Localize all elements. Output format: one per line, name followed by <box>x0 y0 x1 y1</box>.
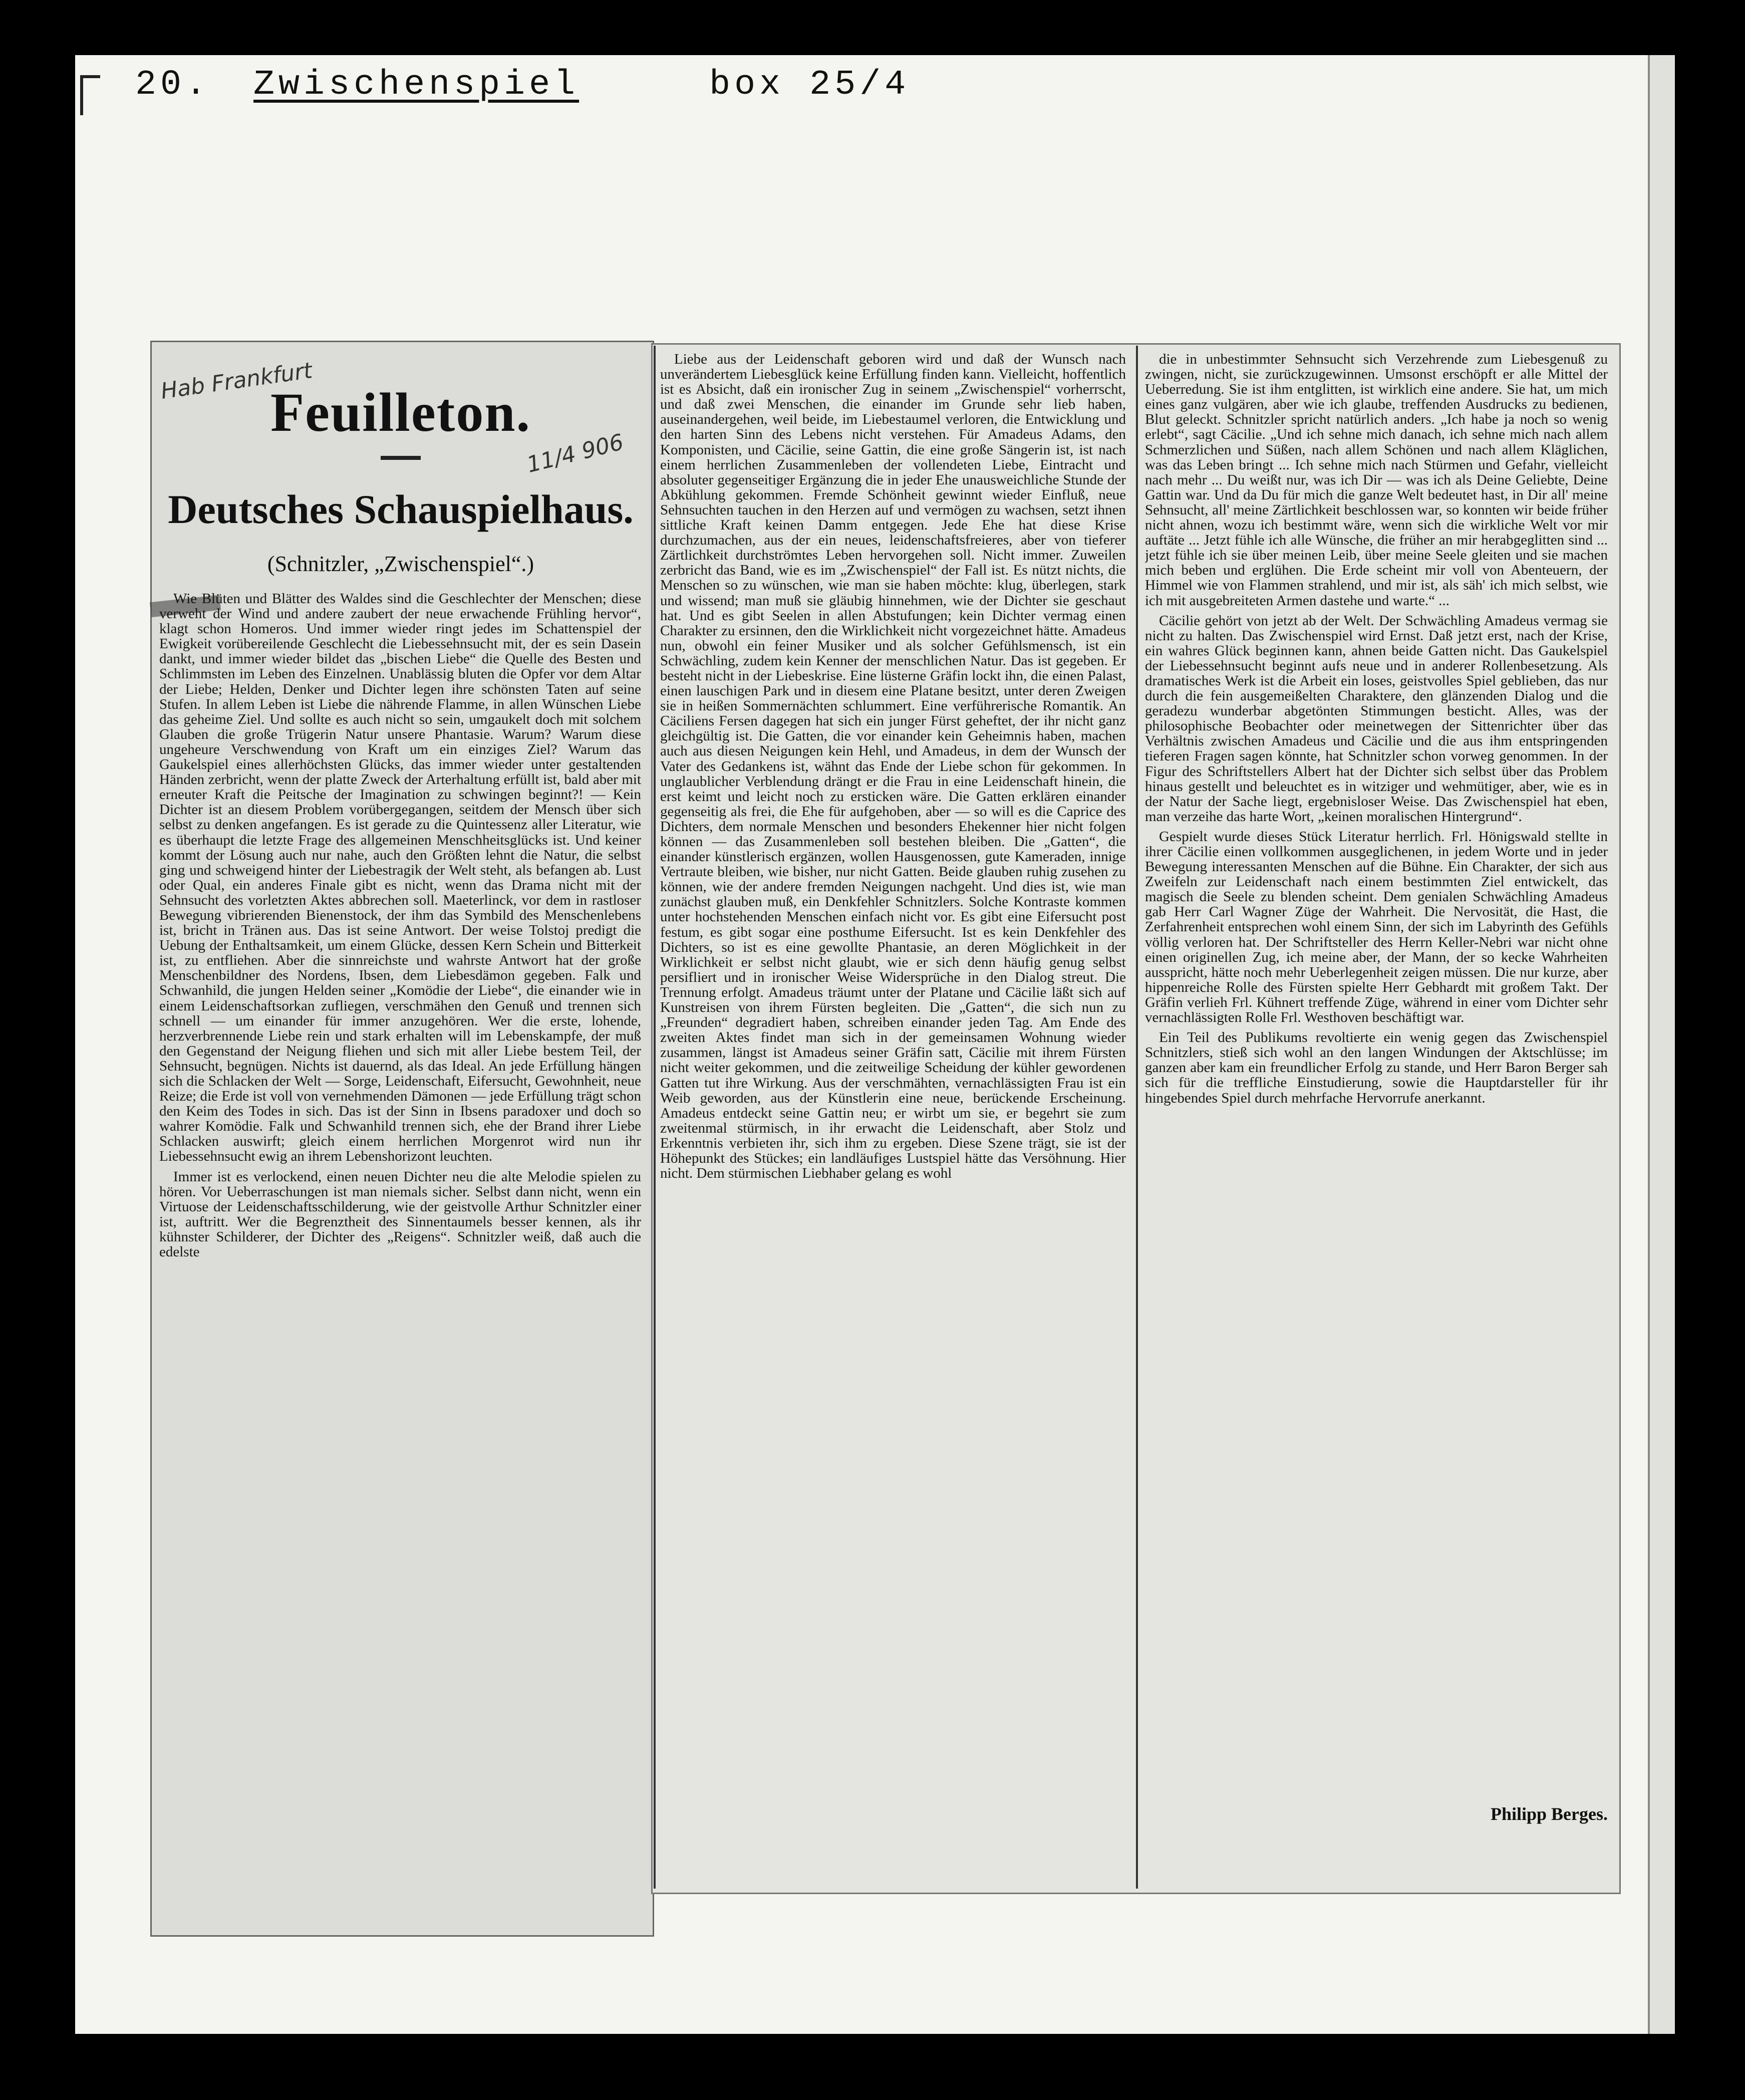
handwritten-date: 11/4 906 <box>524 429 627 478</box>
folder-number: 20. <box>135 65 211 105</box>
paragraph: Immer ist es verlockend, einen neuen Dichter neu die alte Melodie spielen zu hören. Vor Ueberraschungen ist man niemals sicher. Selbst dann nicht, wenn ein Virtuose der Leidenschaftsschilderung, wie der geistvolle Arthur Schnitzler einer ist, auftritt. Wer die Begrenztheit des Sinnentaumels besser kennen, als ihr kühnster Schilderer, der Dichter des „Reigens“. Schnitzler weiß, daß auch die edelste <box>159 1168 641 1260</box>
column-divider <box>654 346 656 1889</box>
paragraph: Ein Teil des Publikums revoltierte ein wenig gegen das Zwischenspiel Schnitzlers, stieß sich wohl an den langen Windungen der Aktschlüsse; im ganzen aber kam ein freundlicher Erfolg zu stande, und Herr Baron Berger sah sich für die treffliche Einstudierung, sowie die Hauptdarsteller für ihr hingebendes Spiel durch mehrfache Hervorrufe anerkannt. <box>1145 1029 1608 1106</box>
article-column-1 <box>159 591 641 1894</box>
column-divider <box>1136 346 1138 1889</box>
paragraph: Gespielt wurde dieses Stück Literatur herrlich. Frl. Hönigswald stellte in ihrer Cäcilie einen vollkommen ausgeglichenen, in jedem Worte und in jeder Bewegung interessanten Menschen auf die Bühne. Ein Charakter, der sich aus Zweifeln zur Leidenschaft nach einem bestimmten Ziel entwickelt, das magisch die Seele zu blenden scheint. Dem genialen Schwächling Amadeus gab Herr Carl Wagner Züge der Wahrheit. Die Nervosität, die Hast, die Zerfahrenheit entsprechen wohl einem Sinn, der sich im Labyrinth des Gefühls völlig verloren hat. Der Schriftsteller des Herrn Keller-Nebri war nicht ohne einen originellen Zug, ich meine aber, der Mann, der so kecke Wahrheiten ausspricht, hätte noch mehr Ueberlegenheit zeigen müssen. Die nur kurze, aber hippenreiche Rolle des Fürsten spielte Herr Gebhardt mit großem Takt. Der Gräfin verlieh Frl. Kühnert treffende Züge, während in einer vom Dichter sehr vernachlässigten Rolle Frl. Westhoven beschäftigt war. <box>1145 828 1608 1026</box>
paragraph: Wie Blüten und Blätter des Waldes sind die Geschlechter der Menschen; diese verweht der Wind und andere zaubert der neue erwachende Frühling hervor“, klagt schon Homeros. Und immer wieder ringt jedes im Schattenspiel der Ewigkeit vorübereilende Geschlecht die Liebessehnsucht mit, der es sein Dasein dankt, und immer wieder bildet das „bischen Liebe“ die Quelle des Besten und Schlimmsten im Leben des Einzelnen. Unablässig bluten die Opfer vor dem Altar der Liebe; Helden, Denker und Dichter legen ihre schönsten Taten auf seine Stufen. In allem Leben ist Liebe die nährende Flamme, in allen Wünschen Liebe das geheime Ziel. Und sollte es auch nicht so sein, umgaukelt doch mit solchem Glauben die große Trügerin Natur unsere Phantasie. Warum? Warum diese ungeheure Verschwendung von Kraft um ein einziges Ziel? Warum das Gaukelspiel eines allerhöchsten Glücks, das immer wieder unter gestaltenden Händen zerbricht, wenn der platte Zweck der Arterhaltung erfüllt ist, bald aber mit erneuter Kraft die Peitsche der Imagination zu schwingen beginnt?! — Kein Dichter ist an diesem Problem vorübergegangen, seitdem der Mensch über sich selbst zu denken angefangen. Es ist gerade zu die Quintessenz aller Literatur, wie es überhaupt die letzte Frage des allgemeinen Menschheitsglücks ist. Und keiner kommt der Lösung auch nur nahe, auch den Größten lehnt die Natur, die selbst ging und schweigend hinter der Liebestragik der Welt steht, als befangen ab. Lust oder Qual, ein anderes Finale gibt es nicht, wenn das Drama nicht mit der Sehnsucht des vorletzten Aktes abbrechen soll. Maeterlinck, vor dem in rastloser Bewegung vibrierenden Bienenstock, der ihm das Symbild des Menschenlebens ist, bricht in Tränen aus. Das ist seine Antwort. Der weise Tolstoj predigt die Uebung der Enthaltsamkeit, um einem Glücke, dessen Kern Schein und Bitterkeit ist, zu entfliehen. Aber die sinnreichste und wahrste Antwort hat der große Menschenbildner des Nordens, Ibsen, dem Liebesdämon gegeben. Falk und Schwanhild, die jungen Helden seiner „Komödie der Liebe“, die einander wie in einem Leidenschaftsorkan zufliegen, verschmähen den Genuß und trennen sich schnell — um einander für immer anzugehören. Wer die erste, lohende, herzverbrennende Liebe rein und stark erhalten will im Lebenskampfe, der muß den Gegenstand der Neigung fliehen und sich mit aller Liebe bestem Teil, der Sehnsucht, begnügen. Nichts ist dauernd, als das Ideal. An jede Erfüllung hängen sich die Schlacken der Welt — Sorge, Leidenschaft, Eifersucht, Gewohnheit, neue Reize; die Erde ist voll von vernehmenden Dämonen — jede Erfüllung trägt schon den Keim des Todes in sich. Das ist der Sinn in Ibsens paradoxer und doch so wahrer Komödie. Falk und Schwanhild trennen sich, ehe der Brand ihrer Liebe Schlacken auswirft; gleich einem herrlichen Morgenrot wird nun ihr Liebessehnsucht ewig an ihrem Lebenshorizont leuchten. <box>159 591 641 1165</box>
section-subheading: (Schnitzler, „Zwischenspiel“.) <box>267 552 534 576</box>
masthead: Feuilleton. <box>270 382 531 443</box>
box-label: box 25/4 <box>709 65 910 105</box>
author-signature: Philipp Berges. <box>1490 1804 1608 1824</box>
corner-mark <box>80 75 83 115</box>
corner-mark-top <box>80 75 100 78</box>
article-column-2 <box>660 352 1126 1885</box>
article-column-3 <box>1145 352 1608 1824</box>
sheet-edge <box>1648 55 1675 2034</box>
archive-header <box>135 65 910 105</box>
masthead-rule <box>381 456 421 460</box>
paragraph: Liebe aus der Leidenschaft geboren wird und daß der Wunsch nach unverändertem Liebesglück keine Erfüllung finden kann. Vielleicht, hoffentlich ist es Absicht, daß ein ironischer Zug in seinem „Zwischenspiel“ vorherrscht, und daß zwei Menschen, die einander im Grunde sehr lieb haben, auseinandergehen, weil beide, im Liebestaumel verloren, die Entwicklung und den harten Sinn des Lebens nicht verstehen. Für Amadeus Adams, den Komponisten, und Cäcilie, seine Gattin, die eine große Sängerin ist, ist nach einem herrlichen Zusammenleben der vollendeten Liebe, Eintracht und absoluter gegenseitiger Ergänzung die in jeder Ehe unausweichliche Stunde der Abkühlung gekommen. Fremde Schönheit gewinnt wieder Einfluß, neue Sehnsuchten tauchen in den Herzen auf und vermögen zu wachsen, setzt ihnen sittliche Kraft keinen Damm entgegen. Jede Ehe hat diese Krise durchzumachen, aus der ein neues, leidenschaftsfreieres, aber von tieferer Zärtlichkeit durchströmtes Leben hervorgehen soll. Nicht immer. Zuweilen zerbricht das Band, wie es im „Zwischenspiel“ der Fall ist. Es nützt nichts, die Menschen so zu wünschen, wie man sie haben möchte: klug, überlegen, stark und wissend; man muß sie gläubig hinnehmen, wie der Dichter sie geschaut hat. Und es gibt Seelen in allen Abstufungen; kein Dichter vermag einen Charakter zu ersinnen, den die Wirklichkeit nicht vorgezeichnet hätte. Amadeus nun, obwohl ein feiner Musiker und als solcher Gefühlsmensch, ist ein Schwächling, zudem kein Kenner der menschlichen Natur. Das ist gegeben. Er besteht nicht in der Liebeskrise. Eine lüsterne Gräfin lockt ihn, die einen Palast, einen lauschigen Park und in diesem eine Platane besitzt, unter deren Zweigen sie in heißen Sommernächten schlummert. Eine verführerische Romantik. An Cäciliens Fersen dagegen hat sich ein junger Fürst geheftet, der ihr nicht ganz gleichgültig ist. Die Gatten, die vor einander kein Geheimnis haben, machen auch aus diesen Neigungen kein Hehl, und Amadeus, in dem der Wunsch der Vater des Gedankens ist, wähnt das Ende der Liebe schon für gekommen. In unglaublicher Verblendung drängt er die Frau in eine Leidenschaft hinein, die erst keimt und leicht noch zu ersticken wäre. Die Gatten erklären einander gegenseitig als frei, die Ehe für aufgehoben, aber — so will es die Caprice des Dichters, dem normale Menschen und besonders Ehekenner hier nicht folgen können — das Zusammenleben soll bestehen bleiben. Die „Gatten“, die einander künstlerisch ergänzen, wollen Hausgenossen, gute Kameraden, innige Vertraute bleiben, wie bisher, nur nicht Gatten. Beide glauben ruhig zusehen zu können, wie der andere fremden Neigungen nachgeht. Und dies ist, wie man zunächst glauben muß, ein Denkfehler Schnitzlers. Solche Kontraste kommen unter hochstehenden Menschen einfach nicht vor. Es gibt eine Eifersucht post festum, es gibt sogar eine posthume Eifersucht. Ist es kein Denkfehler des Dichters, so ist es eine gewollte Phantasie, an deren Möglichkeit in der Wirklichkeit er selbst nicht glaubt, wie er sich denn häufig genug selbst persifliert und in ironischer Weise Widersprüche in den Dialog streut. Die Trennung erfolgt. Amadeus träumt unter der Platane und Cäcilie läßt sich auf Kunstreisen von ihrem Fürsten begleiten. Die „Gatten“, die sich nun zu „Freunden“ degradiert haben, schreiben einander jeden Tag. Am Ende des zweiten Aktes findet man sich in der gemeinsamen Wohnung wieder zusammen, längst ist Amadeus seiner Gräfin satt, Cäcilie mit ihrem Fürsten nicht weiter gekommen, und die zeitweilige Scheidung der kühler gewordenen Gatten tut ihre Wirkung. Aus der verschmähten, vernachlässigten Frau ist ein Weib geworden, aus der Künstlerin eine neue, berückende Erscheinung. Amadeus entdeckt seine Gattin neu; er wirbt um sie, er begehrt sie zum zweitenmal stürmisch, in ihr erwacht die Leidenschaft, aber Stolz und Erkenntnis verbieten ihr, sich ihm zu ergeben. Diese Szene trägt, sie ist der Höhepunkt des Stückes; ein landläufiges Lustspiel hätte das Versöhnung. Hier nicht. Dem stürmischen Liebhaber gelang es wohl <box>660 352 1126 1182</box>
handwritten-note: Hab Frankfurt <box>159 358 314 404</box>
folder-title: Zwischenspiel <box>253 65 579 105</box>
paragraph: Cäcilie gehört von jetzt ab der Welt. Der Schwächling Amadeus vermag sie nicht zu halten. Das Zwischenspiel wird Ernst. Daß jetzt erst, nach der Krise, ein wahres Glück beginnen kann, ahnen beide Gatten nicht. Das Gaukelspiel der Liebessehnsucht beginnt aufs neue und in anderer Rollenbesetzung. Als dramatisches Werk ist die Arbeit ein loses, geistvolles Spiel geblieben, das nur durch die fein ausgemeißelten Charaktere, den glänzenden Dialog und die geradezu wunderbar abgetönten Stimmungen besticht. Alles, was der philosophische Beobachter oder meinetwegen der Sittenrichter über das Verhältnis zwischen Amadeus und Cäcilie und die aus ihm entspringenden tieferen Fragen sagen könnte, hat Schnitzler schon vorweg genommen. In der Figur des Schriftstellers Albert hat der Dichter sich selbst über das Problem hinaus gestellt und beleuchtet es in witziger und wehmütiger, aber, wie es in der Natur der Sache liegt, ergebnisloser Weise. Das Zwischenspiel hat eben, man verzeihe das harte Wort, „keinen moralischen Hintergrund“. <box>1145 612 1608 825</box>
paragraph: die in unbestimmter Sehnsucht sich Verzehrende zum Liebesgenuß zu zwingen, nicht, sie zurückzugewinnen. Umsonst erschöpft er alle Mittel der Ueberredung. Sie ist ihm entglitten, ist wirklich eine andere. Sie hat, um mich eines ganz vulgären, aber wie ich glaube, treffenden Ausdrucks zu bedienen, Blut geleckt. Schnitzler spricht natürlich anders. „Ich habe ja noch so wenig erlebt“, sagt Cäcilie. „Und ich sehne mich danach, ich sehne mich nach allem Schmerzlichen und Süßen, nach allem Schönen und nach allem Kläglichen, was das Leben bringt ... Ich sehne mich nach Stürmen und Gefahr, vielleicht nach mehr ... Du weißt nur, was ich Dir — was ich als Deine Geliebte, Deine Gattin war. Und da Du für mich die ganze Welt bedeutet hast, in Dir all' meine Sehnsucht, all' meine Zärtlichkeit beschlossen war, so konnten wir beide früher nicht ahnen, wozu ich bestimmt wäre, wenn sich die wirkliche Welt vor mir auftäte ... Jetzt fühle ich alle Wünsche, die früher an mir herabgeglitten sind ... jetzt fühle ich sie über meinen Leib, über meine Seele gleiten und sie machen mich beben und erglühen. Die Erde scheint mir voll von Abenteuern, der Himmel wie von Flammen strahlend, und mir ist, als säh' ich mich selbst, wie ich mit ausgebreiteten Armen dastehe und warte.“ ... <box>1145 352 1608 609</box>
section-heading: Deutsches Schauspielhaus. <box>168 486 634 532</box>
